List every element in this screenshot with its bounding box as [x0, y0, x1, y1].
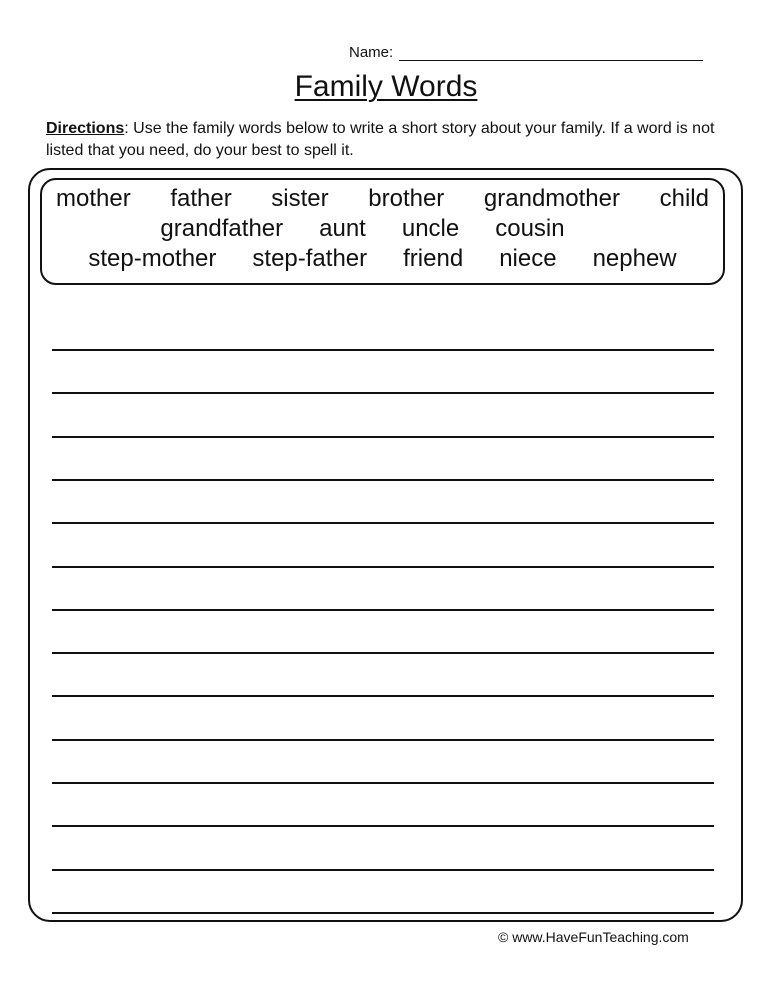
- copyright: © www.HaveFunTeaching.com: [498, 929, 689, 945]
- word: father: [170, 185, 232, 212]
- word: mother: [56, 185, 131, 212]
- word-row: [42, 215, 723, 243]
- word: nephew: [592, 245, 677, 272]
- word: sister: [271, 185, 329, 212]
- word-bank: [40, 178, 725, 285]
- writing-line[interactable]: [52, 695, 714, 697]
- writing-line[interactable]: [52, 912, 714, 914]
- word-row: [42, 245, 723, 273]
- directions-text: : Use the family words below to write a short story about your family. If a word is not listed that you need, do your best to spell it.: [46, 120, 715, 159]
- writing-line[interactable]: [52, 782, 714, 784]
- name-field: [349, 44, 703, 61]
- directions-label: Directions: [46, 120, 125, 137]
- writing-line[interactable]: [52, 436, 714, 438]
- writing-line[interactable]: [52, 739, 714, 741]
- writing-line[interactable]: [52, 349, 714, 351]
- writing-line[interactable]: [52, 869, 714, 871]
- word: grandfather: [160, 215, 284, 242]
- writing-line[interactable]: [52, 522, 714, 524]
- word-row: [42, 185, 723, 213]
- name-line[interactable]: [399, 44, 703, 61]
- name-label: Name:: [349, 44, 394, 61]
- word: aunt: [319, 215, 366, 242]
- word: friend: [403, 245, 464, 272]
- word: brother: [368, 185, 445, 212]
- word: step-mother: [88, 245, 217, 272]
- word: grandmother: [483, 185, 620, 212]
- word: uncle: [401, 215, 460, 242]
- page-title: Family Words: [294, 70, 478, 103]
- word: step-father: [252, 245, 368, 272]
- word: niece: [499, 245, 557, 272]
- writing-line[interactable]: [52, 825, 714, 827]
- word: cousin: [495, 215, 565, 242]
- writing-line[interactable]: [52, 652, 714, 654]
- writing-line[interactable]: [52, 392, 714, 394]
- directions: [46, 118, 736, 162]
- word: child: [659, 185, 709, 212]
- writing-line[interactable]: [52, 479, 714, 481]
- writing-line[interactable]: [52, 609, 714, 611]
- writing-line[interactable]: [52, 566, 714, 568]
